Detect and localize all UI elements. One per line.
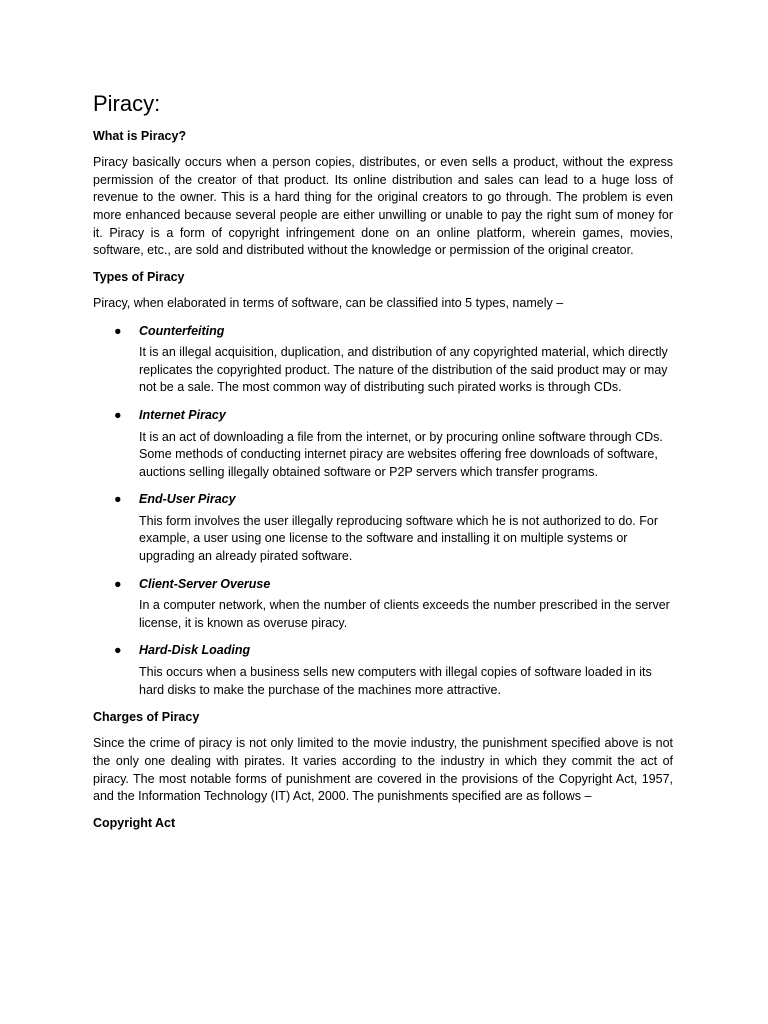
list-item bbox=[93, 407, 673, 481]
bullet-icon: ● bbox=[114, 643, 122, 658]
section-heading-charges-of-piracy: Charges of Piracy bbox=[93, 710, 200, 725]
paragraph-what-is-piracy: Piracy basically occurs when a person copies, distributes, or even sells a product, without the express permission of the creator of that product. Its online distribution and sales can lead to a huge loss of revenue to the owner. This is a hard thing for the original creators to go through. The problem is even more enhanced because several people are either unwilling or unable to pay the right sum of money for it. Piracy is a form of copyright infringement done on an online platform, wherein games, movies, software, etc., are sold and distributed without the knowledge or permission of the original creator. bbox=[93, 155, 673, 258]
piracy-types-list bbox=[93, 323, 673, 700]
list-item bbox=[93, 491, 673, 565]
section-heading-types-of-piracy: Types of Piracy bbox=[93, 270, 185, 285]
list-item-title: Client-Server Overuse bbox=[139, 576, 271, 591]
list-item bbox=[93, 576, 673, 633]
list-item-text: This occurs when a business sells new computers with illegal copies of software loaded in its hard disks to make the purchase of the machines more attractive. bbox=[139, 665, 652, 697]
list-item-title: Counterfeiting bbox=[139, 323, 225, 338]
list-item bbox=[93, 642, 673, 699]
list-item bbox=[93, 323, 673, 397]
section-heading-copyright-act: Copyright Act bbox=[93, 816, 176, 831]
paragraph-charges-of-piracy: Since the crime of piracy is not only limited to the movie industry, the punishment specified above is not the only one dealing with pirates. It varies according to the industry in which they commit the act of piracy. The most notable forms of punishment are covered in the provisions of the Copyright Act, 1957, and the Information Technology (IT) Act, 2000. The punishments specified are as follows – bbox=[93, 736, 673, 804]
section-heading-what-is-piracy: What is Piracy? bbox=[93, 129, 187, 143]
paragraph-types-intro: Piracy, when elaborated in terms of software, can be classified into 5 types, namely – bbox=[93, 296, 564, 311]
list-item-text: It is an act of downloading a file from the internet, or by procuring online software through CDs. Some methods of conducting internet piracy are websites offering free downloads of software, auctions selling illegally obtained software or P2P servers which transfer programs. bbox=[139, 429, 663, 479]
list-item-title: Hard-Disk Loading bbox=[139, 643, 251, 658]
list-item-text: It is an illegal acquisition, duplication, and distribution of any copyrighted material, which directly replicates the copyrighted product. The nature of the distribution of the said product may or may not be a sale. The most common way of distributing such pirated works is through CDs. bbox=[139, 345, 668, 395]
bullet-icon: ● bbox=[114, 576, 122, 591]
document-page bbox=[93, 90, 673, 841]
list-item-text: In a computer network, when the number of clients exceeds the number prescribed in the server license, it is known as overuse piracy. bbox=[139, 598, 670, 630]
bullet-icon: ● bbox=[114, 323, 122, 338]
list-item-title: Internet Piracy bbox=[139, 407, 226, 422]
bullet-icon: ● bbox=[114, 407, 122, 422]
list-item-text: This form involves the user illegally reproducing software which he is not authorized to do. For example, a user using one license to the software and installing it on multiple systems or upgrading an already pirated software. bbox=[139, 513, 659, 564]
list-item-title: End-User Piracy bbox=[139, 492, 236, 507]
bullet-icon: ● bbox=[114, 492, 122, 507]
document-title: Piracy: bbox=[93, 91, 161, 116]
